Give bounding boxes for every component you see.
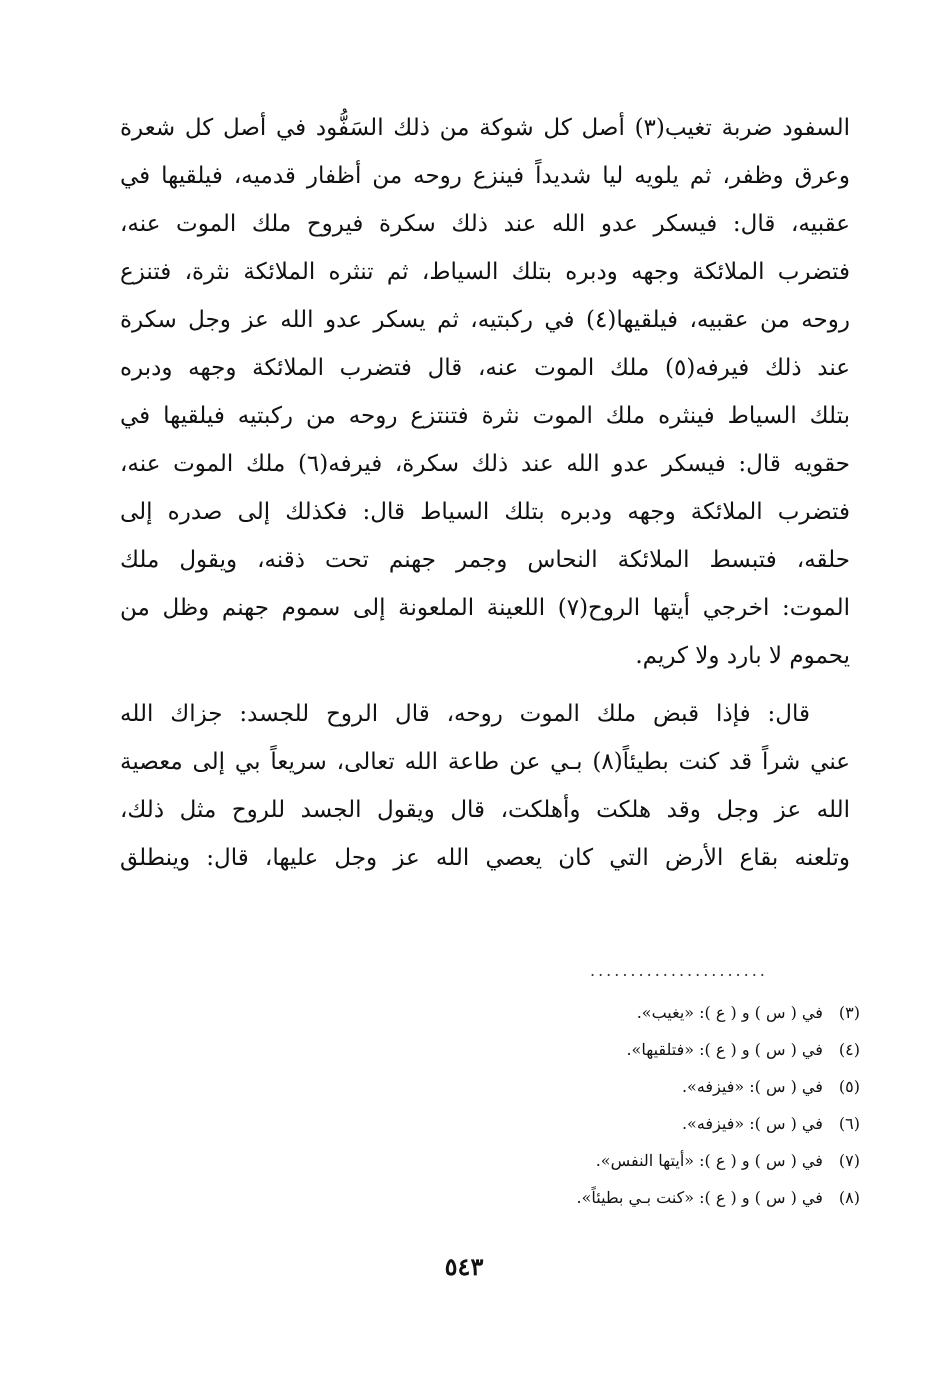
footnote-number: (٨) (838, 1188, 860, 1207)
footnote-text: في ( س ) و ( ع ): «أيتها النفس». (595, 1151, 823, 1170)
text-line: فتضرب الملائكة وجهه ودبره بتلك السياط قال: فكذلك إلى صدره إلى (120, 499, 850, 525)
footnote-separator: ...................... (590, 964, 768, 978)
page-number: ٥٤٣ (444, 1252, 484, 1281)
text-line: حلقه، فتبسط الملائكة النحاس وجمر جهنم تحت ذقنه، ويقول ملك (120, 547, 850, 573)
text-line: يحموم لا بارد ولا كريم. (635, 643, 850, 669)
footnote-number: (٧) (838, 1151, 860, 1170)
text-line: وعرق وظفر، ثم يلويه ليا شديداً فينزع روحه من أظفار قدميه، فيلقيها في (120, 163, 850, 189)
text-line: السفود ضربة تغيب(٣) أصل كل شوكة من ذلك السَفُّود في أصل كل شعرة (120, 115, 850, 141)
text-line: الموت: اخرجي أيتها الروح(٧) اللعينة الملعونة إلى سموم جهنم وظل من (120, 595, 850, 621)
footnote-text: في ( س ) و ( ع ): «كنت بـي بطيئاً». (576, 1188, 823, 1207)
footnote-number: (٥) (838, 1077, 860, 1096)
footnote (420, 1105, 860, 1142)
footnote-number: (٤) (838, 1040, 860, 1059)
footnote-number: (٦) (838, 1114, 860, 1133)
footnote (420, 1179, 860, 1216)
text-line: قال: فإذا قبض ملك الموت روحه، قال الروح للجسد: جزاك الله (120, 701, 810, 727)
footnote (420, 1142, 860, 1179)
footnote-text: في ( س ): «فيزفه». (681, 1114, 823, 1133)
text-line: عني شراً قد كنت بطيئاً(٨) بـي عن طاعة الله تعالى، سريعاً بي إلى معصية (120, 749, 850, 775)
text-line: عقبيه، قال: فيسكر عدو الله عند ذلك سكرة فيروح ملك الموت عنه، (120, 211, 850, 237)
footnote (420, 1031, 860, 1068)
text-line: فتضرب الملائكة وجهه ودبره بتلك السياط، ثم تنثره الملائكة نثرة، فتنزع (120, 259, 850, 285)
footnote (420, 1068, 860, 1105)
text-line: الله عز وجل وقد هلكت وأهلكت، قال ويقول الجسد للروح مثل ذلك، (120, 797, 850, 823)
text-line: روحه من عقبيه، فيلقيها(٤) في ركبتيه، ثم يسكر عدو الله عز وجل سكرة (120, 307, 850, 333)
footnote-text: في ( س ) و ( ع ): «فتلقيها». (626, 1040, 823, 1059)
text-line: وتلعنه بقاع الأرض التي كان يعصي الله عز وجل عليها، قال: وينطلق (120, 845, 850, 871)
paragraph-gap (120, 680, 850, 690)
text-line: بتلك السياط فينثره ملك الموت نثرة فتنتزع روحه من ركبتيه فيلقيها في (120, 403, 850, 429)
footnote-number: (٣) (838, 1003, 860, 1022)
footnotes (420, 994, 860, 1216)
text-line: حقويه قال: فيسكر عدو الله عند ذلك سكرة، فيرفه(٦) ملك الموت عنه، (120, 451, 850, 477)
footnote (420, 994, 860, 1031)
footnote-text: في ( س ): «فيزفه». (681, 1077, 823, 1096)
footnote-text: في ( س ) و ( ع ): «يغيب». (636, 1003, 823, 1022)
main-text (120, 104, 850, 882)
text-line: عند ذلك فيرفه(٥) ملك الموت عنه، قال فتضرب الملائكة وجهه ودبره (120, 355, 850, 381)
